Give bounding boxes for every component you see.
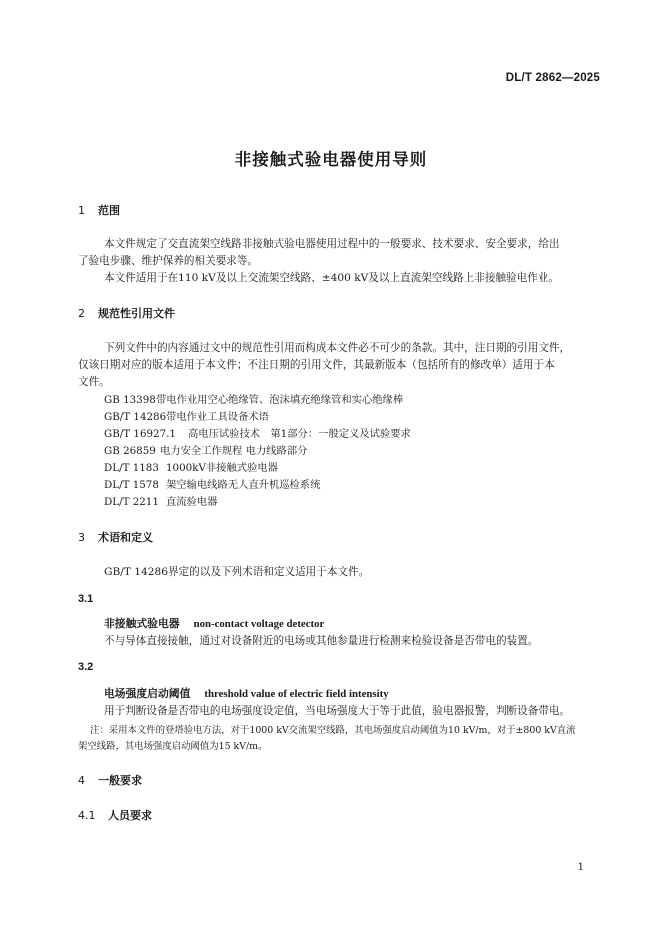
term-number: 3.1 [78,593,94,605]
section-title: 术语和定义 [98,531,153,544]
subsection-4-1-heading [78,807,152,823]
reference-item [104,425,411,440]
section-1-heading [78,202,120,218]
paragraph: 下列文件中的内容通过文中的规范性引用而构成本文件必不可少的条款。其中，注日期的引用文件， [104,342,571,354]
paragraph: 本文件适用于在110 kV及以上交流架空线路、±400 kV及以上直流架空线路上非接触验电作业。 [104,272,559,284]
term-heading [104,686,389,701]
reference-title: 带电作业用空心绝缘管、泡沫填充绝缘管和实心绝缘棒 [156,394,404,406]
section-number: 3 [78,531,85,544]
term-english: non-contact voltage detector [193,618,325,630]
term-chinese: 非接触式验电器 [104,617,180,630]
term-definition: 用于判断设备是否带电的电场强度设定值，当电场强度大于等于此值，验电器报警，判断设备带电。 [104,705,571,717]
reference-item [104,459,278,474]
reference-item [104,476,320,491]
paragraph: 仅该日期对应的版本适用于本文件；不注日期的引用文件，其最新版本（包括所有的修改单）适用于本 [78,359,555,371]
reference-code: GB 26859 [104,445,156,457]
paragraph: GB/T 14286界定的以及下列术语和定义适用于本文件。 [104,566,370,578]
reference-code: GB/T 14286 [104,411,167,423]
reference-title: 架空输电线路无人直升机巡检系统 [166,479,321,491]
term-english: threshold value of electric field intensity [204,688,389,700]
paragraph: 文件。 [78,376,110,388]
reference-item [104,408,269,423]
term-chinese: 电场强度启动阈值 [104,687,191,700]
reference-title: 电力安全工作规程 电力线路部分 [160,445,308,457]
section-number: 1 [78,204,85,217]
term-note: 注：采用本文件的登塔验电方法，对于1000 kV交流架空线路，其电场强度启动阈值为10 kV/m，对于±800 kV直流 [90,725,576,736]
term-number: 3.2 [78,661,94,673]
reference-code: DL/T 1183 [104,462,159,474]
section-title: 规范性引用文件 [98,307,175,320]
section-number: 4 [78,774,85,787]
page-number: 1 [577,862,584,873]
reference-code: GB 13398 [104,394,156,406]
document-title: 非接触式验电器使用导则 [234,150,428,169]
section-title: 范围 [98,204,120,217]
paragraph: 本文件规定了交直流架空线路非接触式验电器使用过程中的一般要求、技术要求、安全要求，给出 [104,238,560,250]
section-4-heading [78,772,142,788]
reference-item [104,493,217,508]
section-title: 一般要求 [98,774,142,787]
reference-item [104,391,403,406]
reference-code: GB/T 16927.1 [104,428,176,440]
reference-code: DL/T 1578 [104,479,159,491]
reference-title: 1000kV非接触式验电器 [166,462,278,474]
paragraph: 了验电步骤、维护保养的相关要求等。 [78,255,259,267]
reference-item [104,442,307,457]
reference-code: DL/T 2211 [104,496,159,508]
term-note: 架空线路，其电场强度启动阈值为15 kV/m。 [78,741,268,752]
subsection-number: 4.1 [78,809,96,822]
term-definition: 不与导体直接接触，通过对设备附近的电场或其他参量进行检测来检验设备是否带电的装置。 [104,635,539,647]
subsection-title: 人员要求 [108,809,152,822]
standard-number: DL/T 2862—2025 [505,72,600,84]
reference-title: 高电压试验技术 第1部分：一般定义及试验要求 [188,428,411,440]
term-heading [104,616,324,631]
reference-title: 直流验电器 [166,496,218,508]
section-3-heading [78,529,153,545]
section-number: 2 [78,307,85,320]
section-2-heading [78,305,175,321]
reference-title: 带电作业工具设备术语 [166,411,269,423]
